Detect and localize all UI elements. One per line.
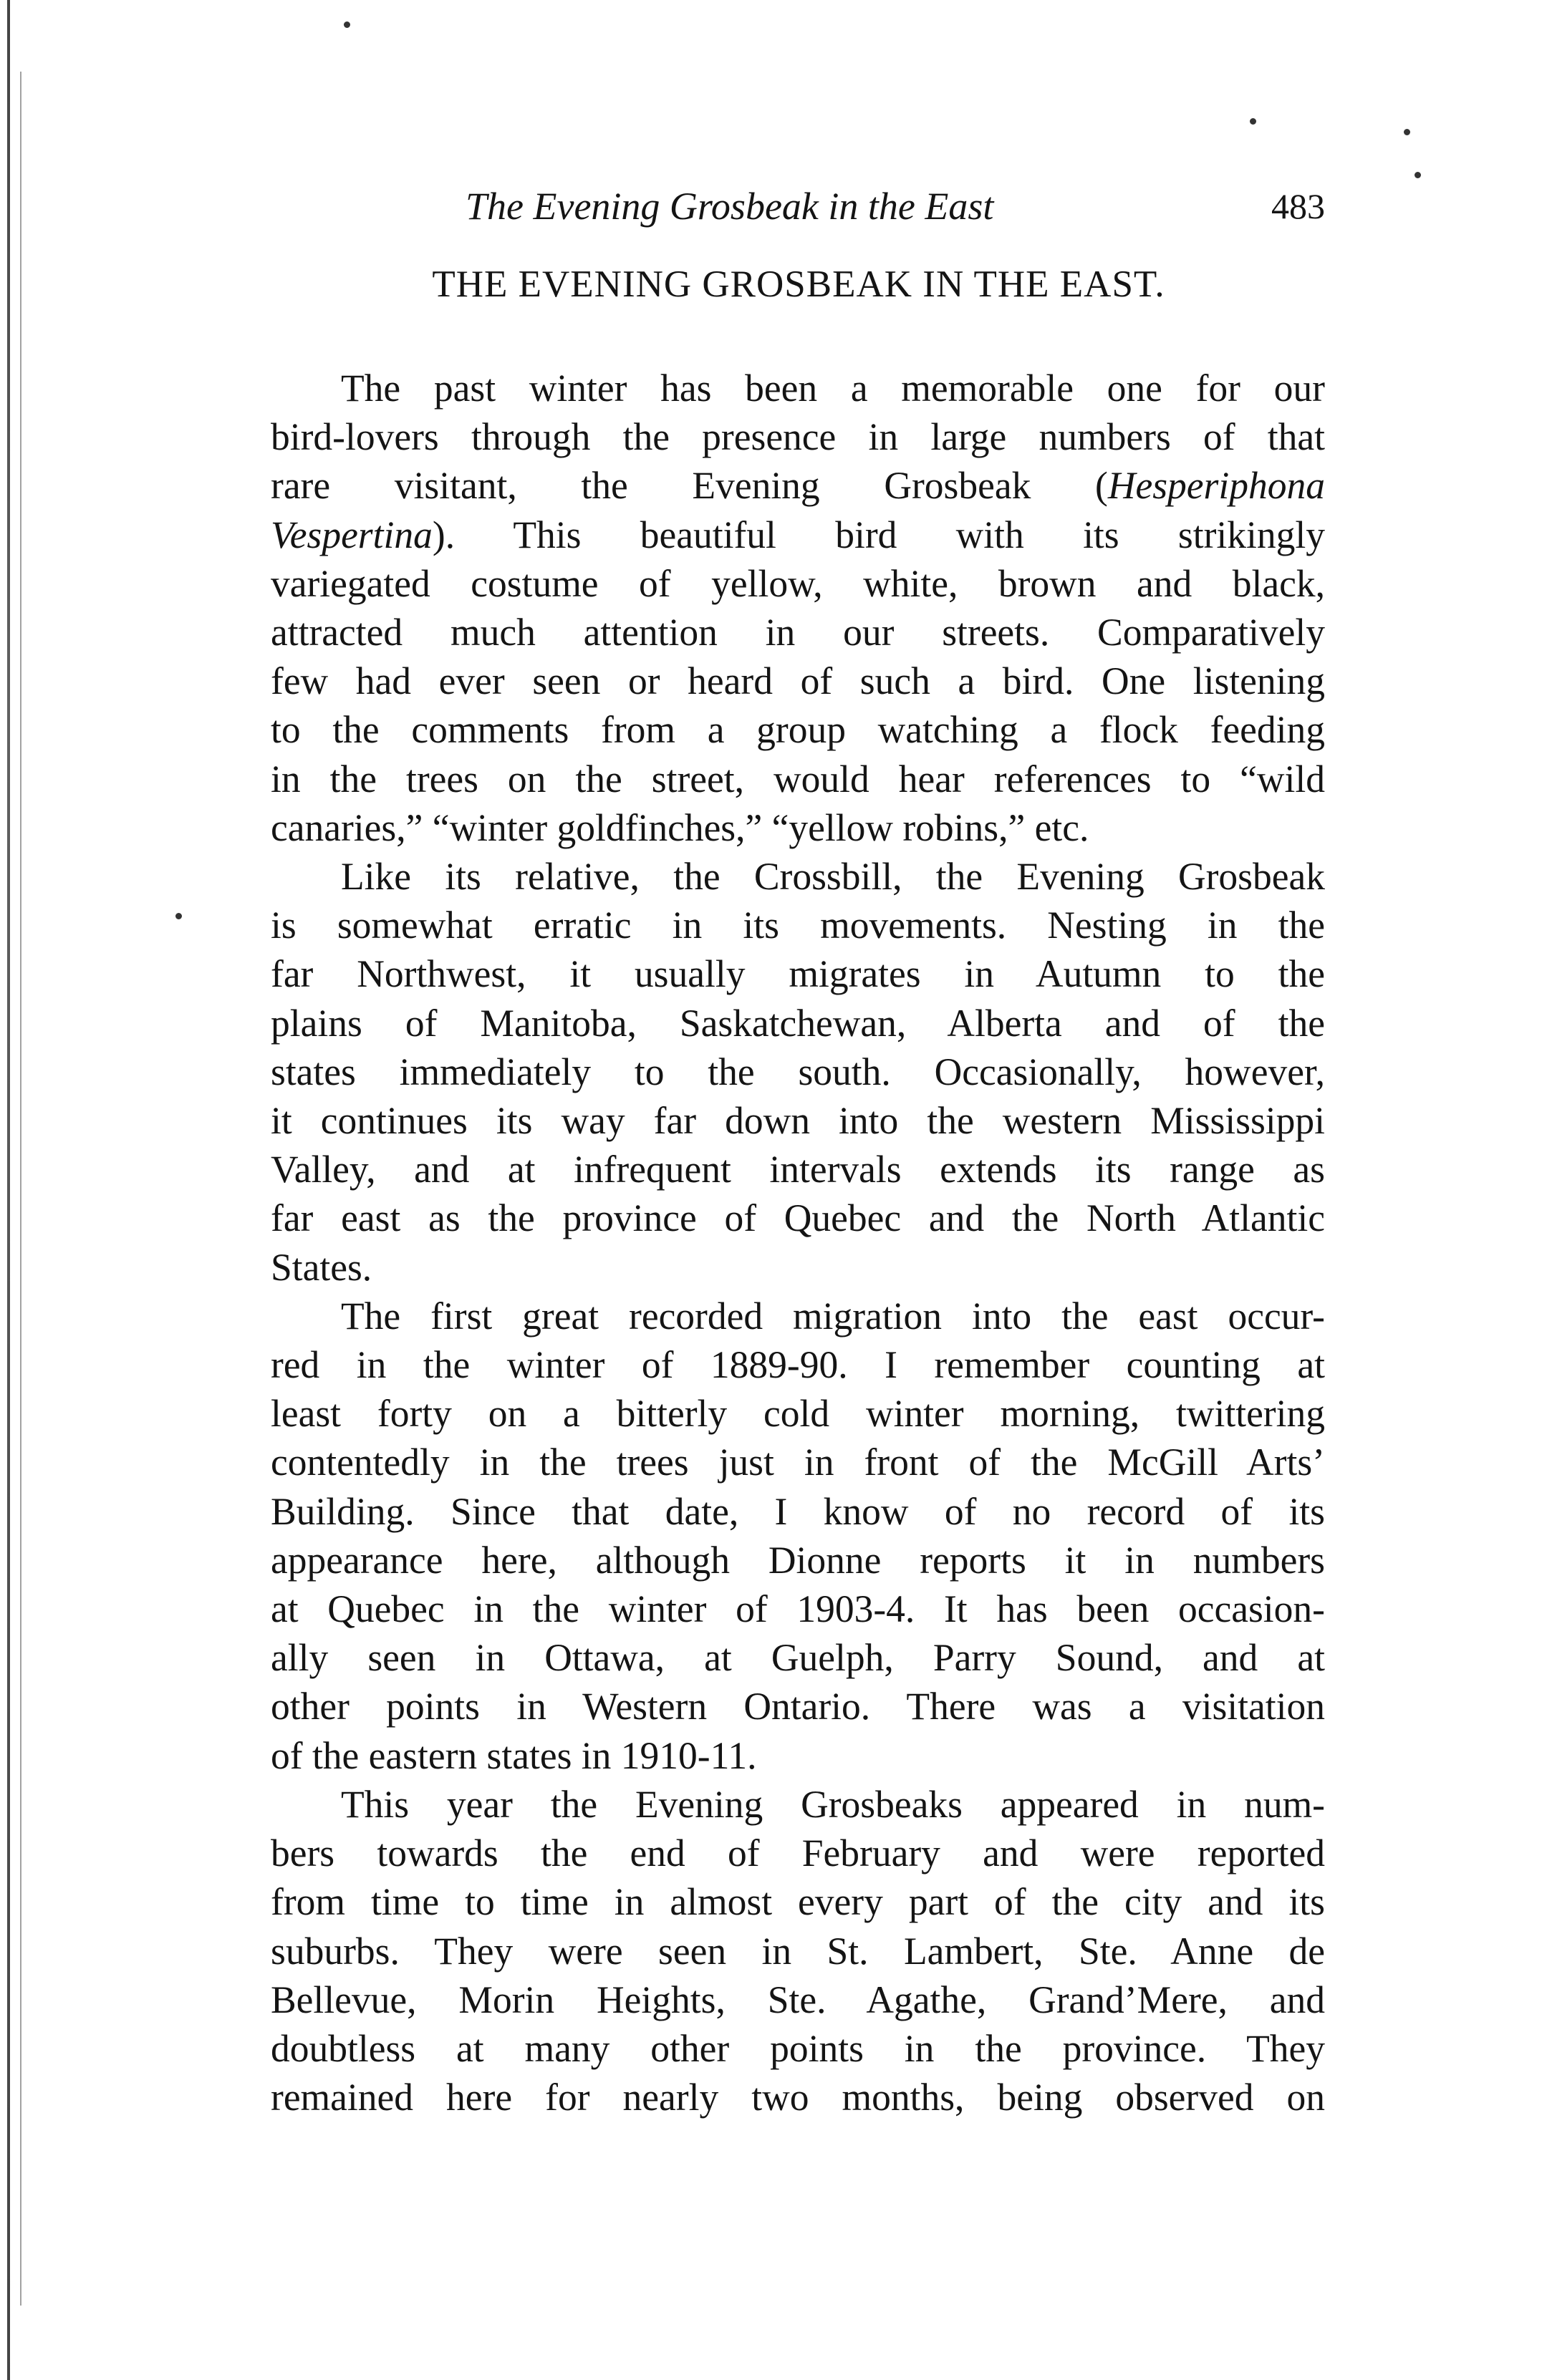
text-line: canaries,” “winter goldfinches,” “yellow robins,” etc. [271, 806, 1089, 849]
text-line: bird-lovers through the presence in large numbers of that [271, 415, 1325, 459]
text-line: to the comments from a group watching a flock feeding [271, 708, 1325, 752]
text-line: least forty on a bitterly cold winter morning, twittering [271, 1392, 1325, 1436]
paragraph [271, 852, 1325, 1292]
text-line: Vespertina). This beautiful bird with its strikingly [271, 513, 1325, 556]
text-line: remained here for nearly two months, being observed on [271, 2076, 1325, 2119]
text-line: is somewhat erratic in its movements. Nesting in the [271, 904, 1325, 947]
text-line: variegated costume of yellow, white, brown and black, [271, 561, 1325, 605]
text-line: far Northwest, it usually migrates in Autumn to the [271, 952, 1325, 996]
text-line: plains of Manitoba, Saskatchewan, Alberta and of the [271, 1001, 1325, 1045]
scan-speck [175, 913, 182, 919]
running-title: The Evening Grosbeak in the East [466, 185, 994, 228]
text-line: Building. Since that date, I know of no record of its [271, 1489, 1325, 1533]
text-line: other points in Western Ontario. There was a visitation [271, 1685, 1325, 1728]
paragraph [271, 1780, 1325, 2122]
text-line: The past winter has been a memorable one for our [341, 367, 1325, 410]
page-header [272, 178, 1325, 235]
text-line: from time to time in almost every part of the city and its [271, 1880, 1325, 1924]
text-line: This year the Evening Grosbeaks appeared in num- [341, 1782, 1325, 1826]
text-line: Bellevue, Morin Heights, Ste. Agathe, Grand’Mere, and [271, 1978, 1325, 2021]
scientific-name: Hesperiphona [1107, 464, 1325, 508]
text-line: appearance here, although Dionne reports it in numbers [271, 1538, 1325, 1582]
text-line: few had ever seen or heard of such a bird. One listening [271, 659, 1325, 703]
text-line: red in the winter of 1889-90. I remember counting at [271, 1343, 1325, 1387]
text-line: doubtless at many other points in the province. They [271, 2026, 1325, 2070]
paragraph [271, 364, 1325, 852]
text-line: attracted much attention in our streets. Comparatively [271, 611, 1325, 654]
text-line: it continues its way far down into the western Mississippi [271, 1099, 1325, 1143]
text-line: States. [271, 1245, 372, 1289]
scan-speck [344, 21, 350, 28]
article-title: THE EVENING GROSBEAK IN THE EAST. [432, 263, 1165, 305]
text-line: states immediately to the south. Occasionally, however, [271, 1050, 1325, 1093]
text-line: Like its relative, the Crossbill, the Evening Grosbeak [341, 855, 1325, 899]
text-line: contentedly in the trees just in front of the McGill Arts’ [271, 1441, 1325, 1484]
text-line: at Quebec in the winter of 1903-4. It has been occasion- [271, 1587, 1325, 1631]
paragraph [271, 1292, 1325, 1780]
text-line: far east as the province of Quebec and the North Atlantic [271, 1196, 1325, 1240]
page-binding-shadow [20, 72, 21, 2306]
scan-speck [1250, 118, 1256, 125]
scan-speck [1404, 129, 1410, 135]
scientific-name: Vespertina [271, 513, 433, 556]
text-line: of the eastern states in 1910-11. [271, 1733, 757, 1777]
text-line: The first great recorded migration into the east occur- [341, 1294, 1325, 1337]
text-line: in the trees on the street, would hear references to “wild [271, 757, 1325, 800]
text-line: Valley, and at infrequent intervals extends its range as [271, 1148, 1325, 1191]
article-body [271, 364, 1325, 2122]
text-line: suburbs. They were seen in St. Lambert, Ste. Anne de [271, 1929, 1325, 1973]
page-number: 483 [1271, 186, 1325, 226]
text-line: bers towards the end of February and were reported [271, 1832, 1325, 1875]
scan-speck [1415, 172, 1421, 178]
page-binding-edge [7, 0, 10, 2380]
text-line: rare visitant, the Evening Grosbeak (Hesperiphona [271, 464, 1325, 508]
text-line: ally seen in Ottawa, at Guelph, Parry Sound, and at [271, 1636, 1325, 1680]
